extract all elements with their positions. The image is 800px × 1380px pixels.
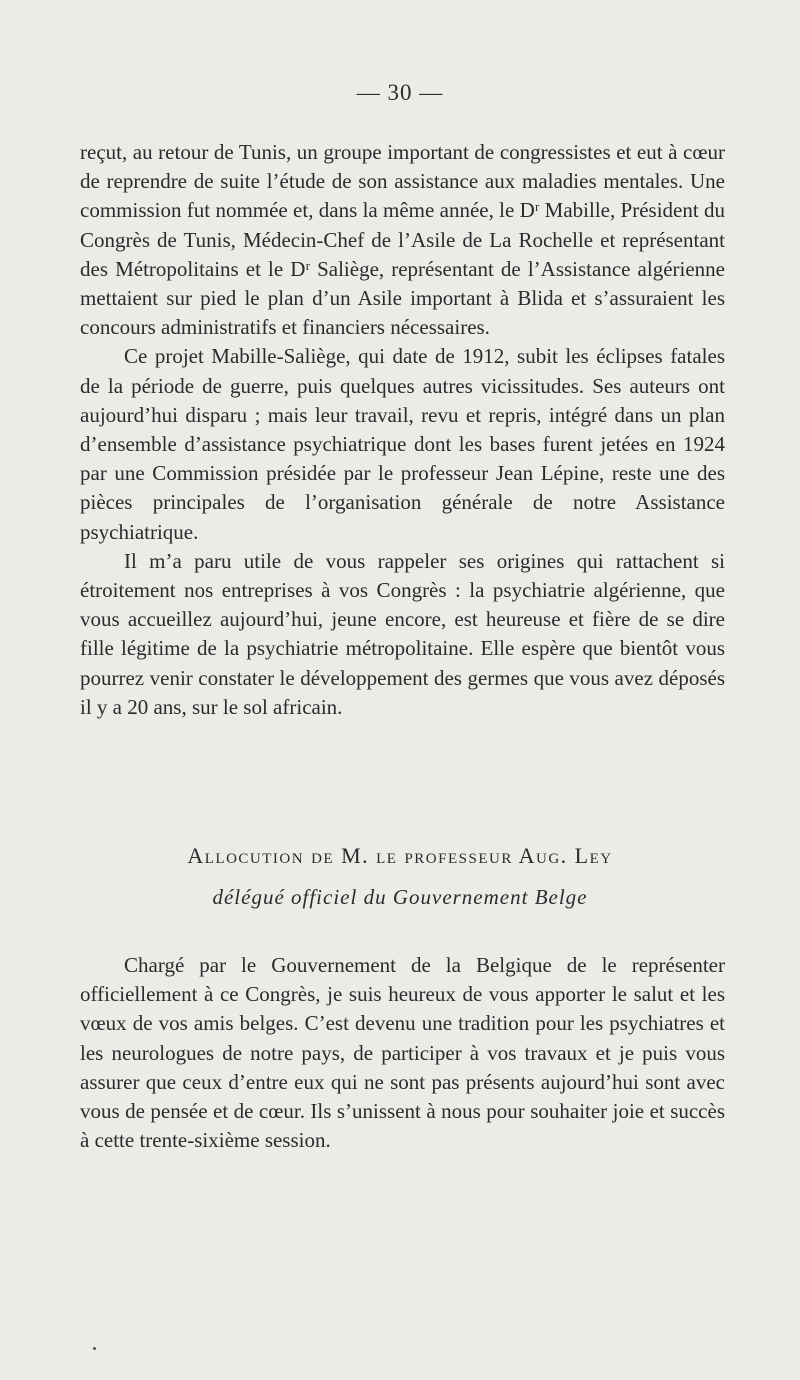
paragraph: Ce projet Mabille-Saliège, qui date de 1912, subit les éclipses fatales de la période de guerre, puis quelques autres vicissitudes. Ses auteurs ont aujourd’hui disparu ; mais leur travail, revu et repris, intégré dans un plan d’ensemble d’assistance psychiatrique dont les bases furent jetées en 1924 par une Commission présidée par le professeur Jean Lépine, reste une des pièces principales de l’organisation générale de notre Assistance psychiatrique.	[80, 344, 725, 544]
speech-text-block	[80, 951, 725, 1155]
section-subheading: délégué officiel du Gouvernement Belge	[212, 885, 588, 909]
page-number: — 30 —	[356, 80, 444, 105]
intro-text-block	[80, 138, 725, 722]
paragraph: Chargé par le Gouvernement de la Belgique de le représenter officiellement à ce Congrès, je suis heureux de vous apporter le salut et les vœux de vos amis belges. C’est devenu une tradition pour les psychiatres et les neurologues de notre pays, de participer à vos travaux et je puis vous assurer que ceux d’entre eux qui ne sont pas présents aujourd’hui sont avec vous de pensée et de cœur. Ils s’unissent à nous pour souhaiter joie et succès à cette trente-sixième session.	[80, 953, 725, 1153]
paragraph: reçut, au retour de Tunis, un groupe important de congressistes et eut à cœur de reprendre de suite l’étude de son assistance aux maladies mentales. Une commission fut nommée et, dans la même année, le Dʳ Mabille, Président du Congrès de Tunis, Médecin-Chef de l’Asile de La Rochelle et représentant des Métropolitains et le Dʳ Saliège, représentant de l’Assistance algérienne mettaient sur pied le plan d’un Asile important à Blida et s’assuraient les concours administratifs et financiers nécessaires.	[80, 140, 725, 340]
paragraph: Il m’a paru utile de vous rappeler ses origines qui rattachent si étroitement nos entreprises à vos Congrès : la psychiatrie algérienne, que vous accueillez aujourd’hui, jeune encore, est heureuse et fière de se dire fille légitime de la psychiatrie métropolitaine. Elle espère que bientôt vous pourrez venir constater le développement des germes que vous avez déposés il y a 20 ans, sur le sol africain.	[80, 548, 725, 719]
paper-speck	[93, 1347, 96, 1350]
section-heading: Allocution de M. le professeur Aug. Ley	[187, 843, 613, 868]
